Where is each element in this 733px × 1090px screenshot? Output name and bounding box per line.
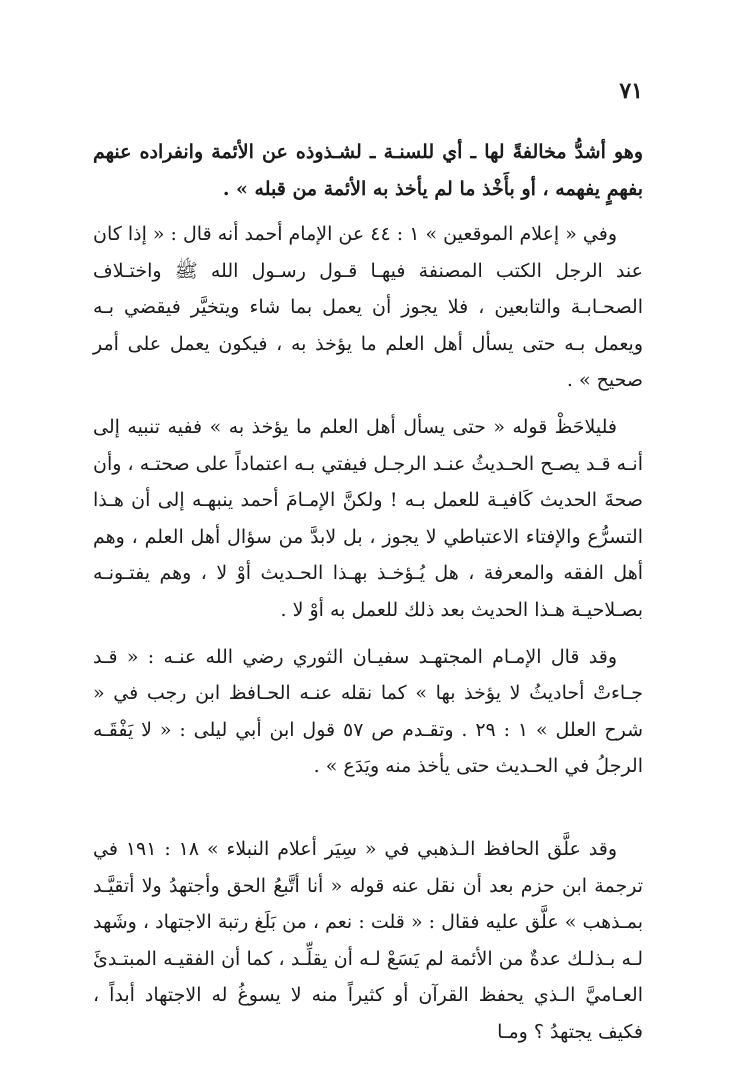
paragraph-commentary: فليلاحَظْ قوله « حتى يسأل أهل العلم ما يؤخذ به » ففيه تنبيه إلى أنـه قـد يصـح الحـديثُ عنـد الرجـل فيفتي بـه اعتماداً على صحتـه ، وأن صحةَ الحديث كَافيـة للعمل بـه ! ولكنَّ الإمـامَ أحمد ينبهـه إلى أن هـذا التسرُّع والإفتاء الاعتباطي لا يجوز ، بل لابدَّ من سؤال أهل العلم ، وهم أهل الفقه والمعرفة ، هل يُـؤخـذ بهـذا الحـديث أوْ لا ، وهم يفتـونـه بصـلاحيـة هـذا الحديث بعد ذلك للعمل به أوْ لا . xyxy=(93,415,643,621)
paragraph-sufyan-al-thawri: وقد قال الإمـام المجتهـد سفيـان الثوري رضي الله عنـه : « قـد جـاءتْ أحاديثُ لا يؤخذ بها » كما نقله عنـه الحـافظ ابن رجب في « شرح العلل » ١ : ٢٩ . وتقـدم ص ٥٧ قول ابن أبي ليلى : « لا يَفْقَـه الرجلُ في الحـديث حتى يأخذ منه ويَدَع » . xyxy=(93,645,643,778)
paragraph-al-dhahabi: وقد علَّق الحافظ الـذهبي في « سِيَر أعلام النبلاء » ١٨ : ١٩١ في ترجمة ابن حزم بعد أن نقل عنه قوله « أنا أتَّبعُ الحق وأجتهدُ ولا أتقيَّـد بمـذهب » علَّق عليه فقال : « قلت : نعم ، من بَلَغ رتبة الاجتهاد ، وشَهد لـه بـذلـك عدةٌ من الأئمة لم يَسَعْ لـه أن يقلِّـد ، كما أن الفقيـه المبتـدئَ العـاميَّ الـذي يحفظ القرآن أو كثيراً منه لا يسوغُ له الاجتهاد أبداً ، فكيف يجتهدُ ؟ ومـا xyxy=(93,837,643,1043)
paragraph-quote-ending: وهو أشدُّ مخالفةً لها ـ أي للسنـة ـ لشـذوذه عن الأئمة وانفراده عنهم بفهمٍ يفهمه ، أو بأَخْذ ما لم يأخذ به الأئمة من قبله » . xyxy=(93,141,643,200)
page-body xyxy=(93,134,643,1050)
page-number: ٧١ xyxy=(619,78,643,104)
paragraph-ilam-al-muwaqqiin: وفي « إعلام الموقعين » ١ : ٤٤ عن الإمام أحمد أنه قال : « إذا كان عند الرجل الكتب المصنفة فيهـا قـول رسـول الله ﷺ واختـلاف الصحـابـة والتابعين ، فلا يجوز أن يعمل بما شاء ويتخيَّر فيقضي بـه ويعمل بـه حتى يسأل أهل العلم ما يؤخذ به ، فيكون يعمل على أمر صحيح » . xyxy=(93,223,643,392)
